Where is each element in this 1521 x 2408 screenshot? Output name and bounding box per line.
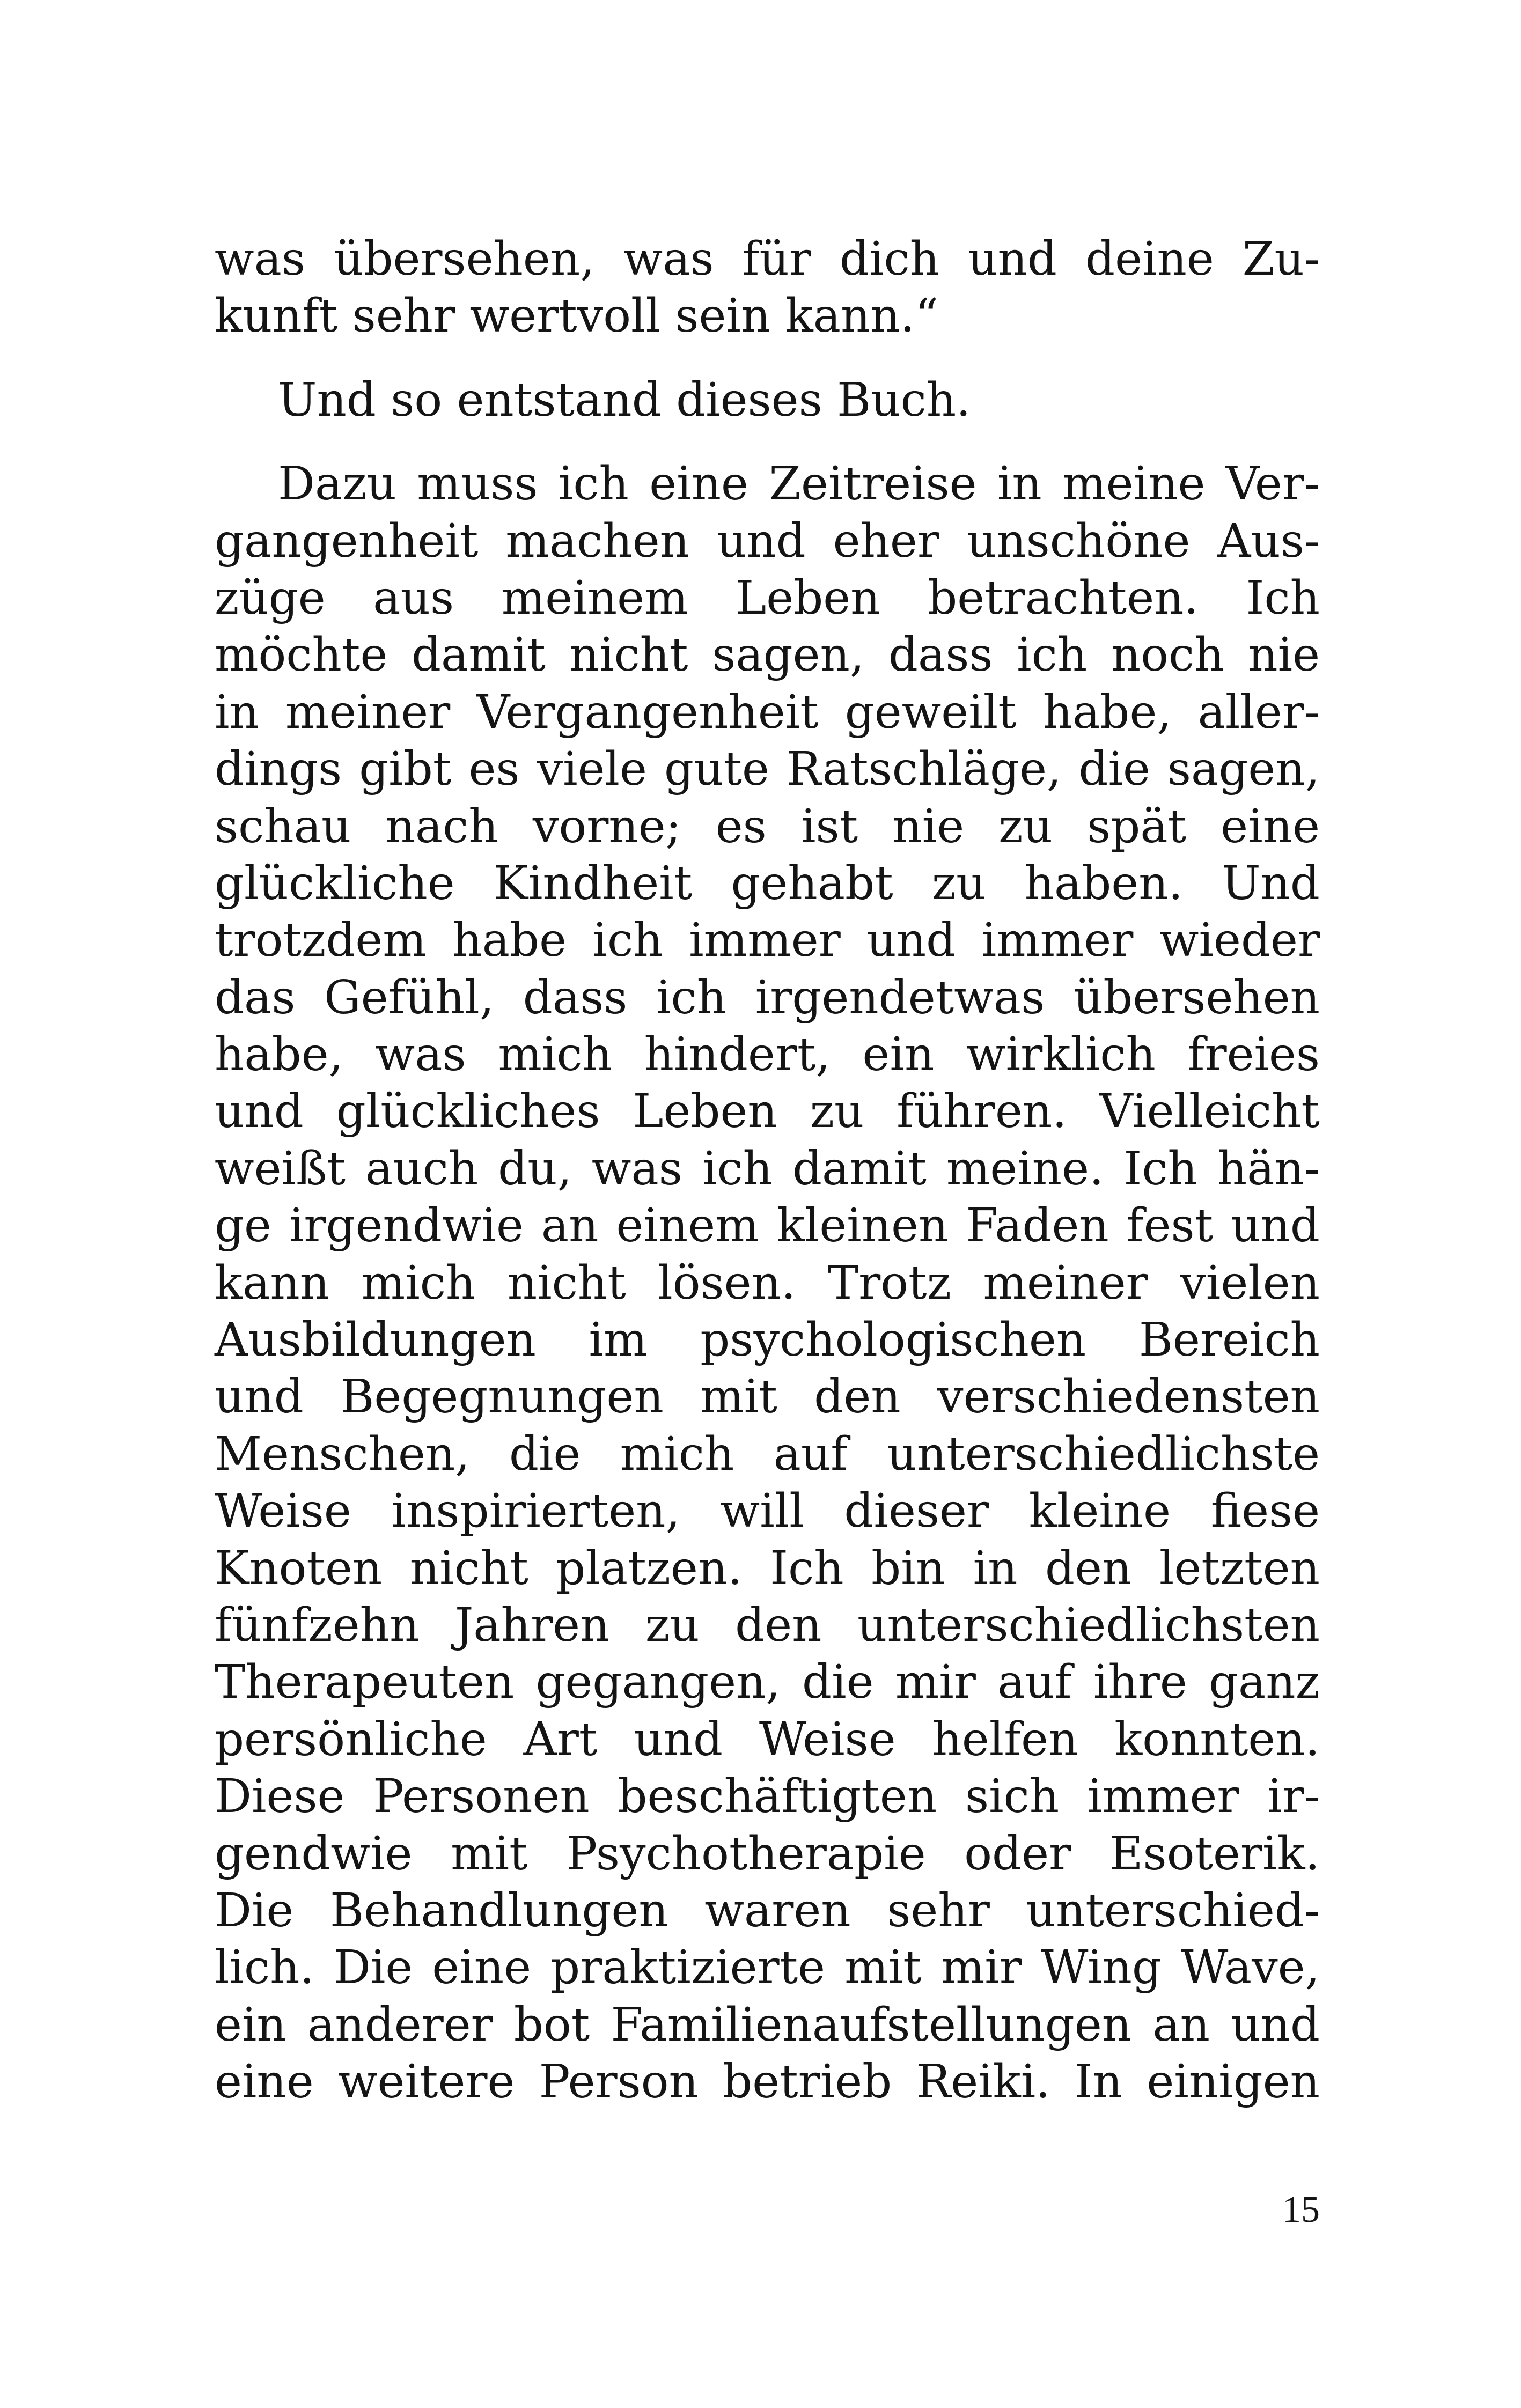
text-line: weißt auch du, was ich damit meine. Ich hän- xyxy=(215,1142,1320,1196)
text-line: kunft sehr wertvoll sein kann.“ xyxy=(215,289,939,343)
text-line: Weise inspirierten, will dieser kleine fiese xyxy=(215,1484,1320,1538)
text-line: ein anderer bot Familienaufstellungen an und xyxy=(215,1998,1320,2052)
text-line: lich. Die eine praktizierte mit mir Wing Wave, xyxy=(215,1941,1320,1995)
text-line: was übersehen, was für dich und deine Zu- xyxy=(215,232,1320,286)
text-line: züge aus meinem Leben betrachten. Ich xyxy=(215,571,1320,625)
text-line: eine weitere Person betrieb Reiki. In einigen xyxy=(215,2055,1320,2109)
text-line: gendwie mit Psychotherapie oder Esoterik. xyxy=(215,1827,1320,1881)
text-line: kann mich nicht lösen. Trotz meiner vielen xyxy=(215,1256,1320,1310)
text-line: in meiner Vergangenheit geweilt habe, aller- xyxy=(215,685,1320,739)
text-line: Therapeuten gegangen, die mir auf ihre ganz xyxy=(215,1655,1320,1710)
text-line: Und so entstand dieses Buch. xyxy=(278,373,971,427)
page-number: 15 xyxy=(1282,2189,1320,2230)
text-line: das Gefühl, dass ich irgendetwas übersehen xyxy=(215,970,1320,1025)
text-line: Knoten nicht platzen. Ich bin in den letzten xyxy=(215,1541,1320,1595)
text-line: dings gibt es viele gute Ratschläge, die sagen, xyxy=(215,742,1320,797)
text-line: trotzdem habe ich immer und immer wieder xyxy=(215,914,1320,968)
body-text xyxy=(215,231,1320,2111)
text-line: Dazu muss ich eine Zeitreise in meine Ver- xyxy=(278,457,1320,511)
text-line: möchte damit nicht sagen, dass ich noch nie xyxy=(215,628,1320,682)
text-line: fünfzehn Jahren zu den unterschiedlichsten xyxy=(215,1598,1320,1652)
text-line: und glückliches Leben zu führen. Vielleicht xyxy=(215,1085,1320,1139)
text-line: glückliche Kindheit gehabt zu haben. Und xyxy=(215,856,1320,910)
text-line: schau nach vorne; es ist nie zu spät eine xyxy=(215,799,1320,853)
text-line: und Begegnungen mit den verschiedensten xyxy=(215,1370,1320,1424)
text-line: gangenheit machen und eher unschöne Aus- xyxy=(215,514,1320,568)
text-line: Die Behandlungen waren sehr unterschied- xyxy=(215,1883,1320,1938)
text-line: persönliche Art und Weise helfen konnten. xyxy=(215,1712,1320,1766)
text-line: Diese Personen beschäftigten sich immer ir- xyxy=(215,1770,1320,1824)
text-line: Ausbildungen im psychologischen Bereich xyxy=(215,1313,1320,1367)
text-line: Menschen, die mich auf unterschiedlichste xyxy=(215,1427,1320,1481)
text-line: habe, was mich hindert, ein wirklich freies xyxy=(215,1028,1320,1082)
text-line: ge irgendwie an einem kleinen Faden fest und xyxy=(215,1199,1320,1253)
